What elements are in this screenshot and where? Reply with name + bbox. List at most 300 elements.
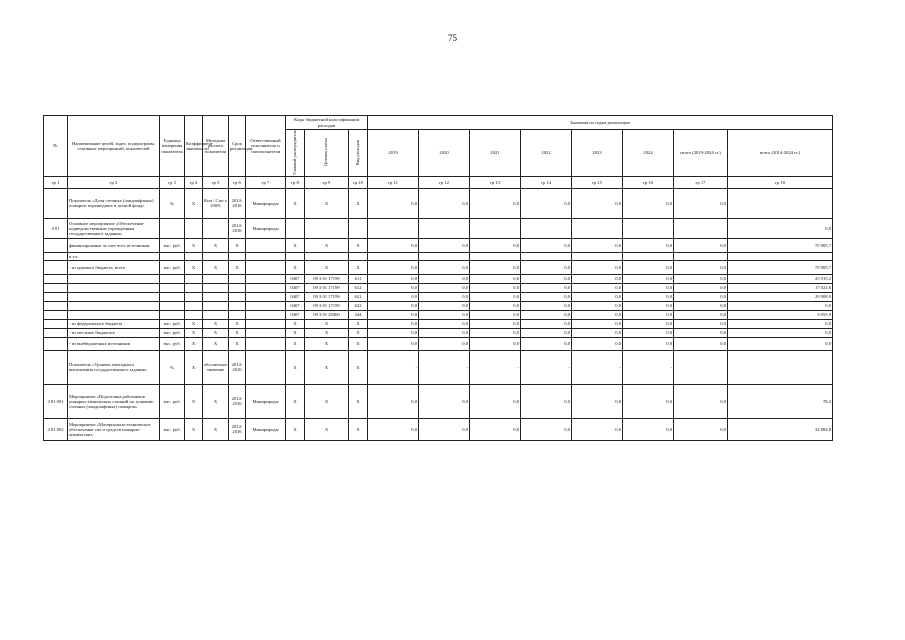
row-coef — [185, 218, 203, 238]
header-budget-codes: Коды бюджетной классификации расходов — [286, 116, 368, 130]
row-code-type: X — [349, 319, 368, 328]
row-term — [229, 292, 246, 301]
row-value: 0,0 — [572, 319, 623, 328]
table-row — [44, 328, 833, 337]
row-name: - из внебюджетных источников — [68, 337, 160, 350]
column-number: гр 4 — [185, 176, 203, 188]
row-total: 75 905,7 — [728, 260, 833, 274]
table-row — [44, 252, 833, 260]
row-total: 32 884,8 — [728, 418, 833, 440]
row-method — [203, 252, 229, 260]
row-coef: X — [185, 260, 203, 274]
row-term: X — [229, 328, 246, 337]
row-total: 75 905,7 — [728, 238, 833, 252]
row-total — [728, 350, 833, 384]
row-value: 0,0 — [470, 292, 521, 301]
row-unit: % — [160, 188, 185, 218]
row-total: 78,2 — [728, 384, 833, 418]
program-table — [43, 115, 833, 441]
row-value: 0,0 — [419, 328, 470, 337]
row-code-type: X — [349, 238, 368, 252]
row-value: 0,0 — [674, 418, 728, 440]
column-number: гр 14 — [521, 176, 572, 188]
row-value: 0,0 — [572, 274, 623, 283]
row-value: 0,0 — [521, 301, 572, 310]
row-responsible — [246, 301, 286, 310]
row-value: 0,0 — [521, 337, 572, 350]
row-number: 4 01 002 — [44, 418, 68, 440]
row-responsible — [246, 310, 286, 319]
row-value: 0,0 — [419, 292, 470, 301]
header-term: Срок реализации — [229, 116, 246, 177]
row-unit: тыс. руб. — [160, 418, 185, 440]
row-code-type: 244 — [349, 310, 368, 319]
column-number: гр 16 — [623, 176, 674, 188]
row-value: 0,0 — [470, 238, 521, 252]
row-value: 0,0 — [674, 188, 728, 218]
row-term: 2014-2016 — [229, 350, 246, 384]
column-number: гр 3 — [160, 176, 185, 188]
table-row — [44, 319, 833, 328]
row-total: 17 021,6 — [728, 283, 833, 292]
row-coef — [185, 283, 203, 292]
row-term: 2014-2016 — [229, 188, 246, 218]
row-number: 4 01 — [44, 218, 68, 238]
table-row — [44, 337, 833, 350]
row-code-main: X — [286, 328, 305, 337]
table-row — [44, 310, 833, 319]
row-term: 2014-2016 — [229, 384, 246, 418]
row-value: 0,0 — [674, 319, 728, 328]
row-total: 0,0 — [728, 337, 833, 350]
row-unit: тыс. руб. — [160, 260, 185, 274]
row-value — [623, 252, 674, 260]
row-coef: X — [185, 188, 203, 218]
header-total-2019-2024: итого (2019-2024 гг.) — [674, 130, 728, 177]
row-code-type: X — [349, 337, 368, 350]
header-year: 2022 — [521, 130, 572, 177]
row-code-target: 09 3 01 17199 — [305, 292, 349, 301]
header-code-type: Вид расходов — [349, 130, 368, 177]
row-code-main: X — [286, 260, 305, 274]
row-method — [203, 301, 229, 310]
row-number — [44, 238, 68, 252]
row-value — [368, 218, 419, 238]
column-number: гр 1 — [44, 176, 68, 188]
row-value: 0,0 — [572, 238, 623, 252]
row-total: 25 919,2 — [728, 274, 833, 283]
row-value: 0,0 — [623, 283, 674, 292]
row-value: 0,0 — [572, 301, 623, 310]
row-responsible — [246, 350, 286, 384]
row-name — [68, 274, 160, 283]
row-number — [44, 301, 68, 310]
row-value: 0,0 — [572, 260, 623, 274]
row-value: 0,0 — [368, 283, 419, 292]
row-code-target: X — [305, 319, 349, 328]
row-coef: X — [185, 238, 203, 252]
row-value: 0,0 — [623, 310, 674, 319]
row-value: 0,0 — [470, 283, 521, 292]
row-value: 0,0 — [419, 384, 470, 418]
row-total — [728, 252, 833, 260]
row-code-main: 0407 — [286, 310, 305, 319]
row-value: 0,0 — [470, 310, 521, 319]
row-value — [521, 252, 572, 260]
row-value — [470, 218, 521, 238]
row-value: 0,0 — [368, 238, 419, 252]
row-value: 0,0 — [623, 292, 674, 301]
row-value: 0,0 — [674, 274, 728, 283]
row-value: 0,0 — [368, 292, 419, 301]
row-coef — [185, 301, 203, 310]
row-coef: X — [185, 319, 203, 328]
row-value: 0,0 — [674, 238, 728, 252]
row-coef: X — [185, 328, 203, 337]
row-code-main: 0407 — [286, 283, 305, 292]
row-code-target: X — [305, 328, 349, 337]
row-responsible — [246, 252, 286, 260]
row-code-main: X — [286, 384, 305, 418]
row-value: 0,0 — [368, 337, 419, 350]
row-value: 0,0 — [419, 238, 470, 252]
row-value: 0,0 — [419, 260, 470, 274]
row-method — [203, 218, 229, 238]
row-unit: тыс. руб. — [160, 384, 185, 418]
row-code-target — [305, 252, 349, 260]
row-code-main: 0407 — [286, 274, 305, 283]
header-method: Методика расчета показателя — [203, 116, 229, 177]
row-value: 0,0 — [368, 188, 419, 218]
table-row — [44, 292, 833, 301]
row-number — [44, 328, 68, 337]
header-code-main: Главный распорядитель — [286, 130, 305, 177]
row-value: 0,0 — [623, 260, 674, 274]
row-number — [44, 292, 68, 301]
row-unit — [160, 274, 185, 283]
row-value: 0,0 — [521, 418, 572, 440]
row-coef: X — [185, 384, 203, 418]
row-coef — [185, 292, 203, 301]
row-total: 0,0 — [728, 218, 833, 238]
row-code-target: X — [305, 260, 349, 274]
row-value: 0,0 — [674, 310, 728, 319]
row-value: 0,0 — [419, 310, 470, 319]
row-code-type: X — [349, 350, 368, 384]
row-term: X — [229, 260, 246, 274]
row-value: 0,0 — [572, 310, 623, 319]
row-responsible — [246, 328, 286, 337]
row-value: 0,0 — [470, 274, 521, 283]
row-code-type: X — [349, 418, 368, 440]
row-value: 0,0 — [572, 384, 623, 418]
row-value: 0,0 — [368, 274, 419, 283]
row-code-target — [305, 218, 349, 238]
row-value: 0,0 — [521, 384, 572, 418]
row-code-type: 622 — [349, 301, 368, 310]
row-unit: тыс. руб. — [160, 319, 185, 328]
row-term — [229, 301, 246, 310]
header-no: № — [44, 116, 68, 177]
row-value: 0,0 — [419, 301, 470, 310]
row-number — [44, 337, 68, 350]
row-code-type: 612 — [349, 283, 368, 292]
row-value — [368, 252, 419, 260]
row-value: 0,0 — [572, 283, 623, 292]
row-value: 0,0 — [674, 292, 728, 301]
row-coef — [185, 274, 203, 283]
header-responsible: Ответственный исполнитель и соисполнители — [246, 116, 286, 177]
column-number: гр 9 — [305, 176, 349, 188]
row-method — [203, 274, 229, 283]
row-code-type: X — [349, 384, 368, 418]
row-responsible — [246, 274, 286, 283]
row-method: абсолютное значение — [203, 350, 229, 384]
row-unit: % — [160, 350, 185, 384]
row-name: Основное мероприятие «Обеспечение подведомственным учреждениям государственного задания» — [68, 218, 160, 238]
column-number: гр 6 — [229, 176, 246, 188]
table-row — [44, 418, 833, 440]
row-unit — [160, 301, 185, 310]
row-name: в т.ч. — [68, 252, 160, 260]
row-number — [44, 252, 68, 260]
table-row — [44, 301, 833, 310]
row-value: 0,0 — [572, 292, 623, 301]
row-term — [229, 274, 246, 283]
row-responsible — [246, 260, 286, 274]
row-value: 0,0 — [368, 260, 419, 274]
row-code-type: X — [349, 188, 368, 218]
row-value: 0,0 — [674, 328, 728, 337]
header-total-2014-2024: всего (2014-2024 гг.) — [728, 130, 833, 177]
row-value: - — [572, 350, 623, 384]
row-responsible — [246, 292, 286, 301]
row-value: 0,0 — [470, 384, 521, 418]
row-name — [68, 310, 160, 319]
row-number — [44, 274, 68, 283]
row-total: 0,0 — [728, 301, 833, 310]
row-method: X — [203, 319, 229, 328]
header-year: 2019 — [368, 130, 419, 177]
row-code-main: 0407 — [286, 292, 305, 301]
column-number-row — [44, 176, 833, 188]
row-method — [203, 310, 229, 319]
row-value: 0,0 — [419, 188, 470, 218]
row-term: X — [229, 319, 246, 328]
row-responsible: Минприроды — [246, 218, 286, 238]
row-value: 0,0 — [521, 319, 572, 328]
header-year: 2020 — [419, 130, 470, 177]
column-number: гр 13 — [470, 176, 521, 188]
column-number: гр 17 — [674, 176, 728, 188]
row-name — [68, 301, 160, 310]
column-number: гр 2 — [68, 176, 160, 188]
row-code-target: X — [305, 188, 349, 218]
table-row — [44, 274, 833, 283]
header-unit: Единица измерения показателя — [160, 116, 185, 177]
row-method: X — [203, 384, 229, 418]
row-responsible: Минприроды — [246, 418, 286, 440]
row-code-target: X — [305, 418, 349, 440]
row-number — [44, 188, 68, 218]
row-name — [68, 292, 160, 301]
table-row — [44, 218, 833, 238]
row-value: 0,0 — [470, 188, 521, 218]
row-value: 0,0 — [470, 418, 521, 440]
row-value: 0,0 — [623, 238, 674, 252]
row-coef — [185, 310, 203, 319]
row-code-main: X — [286, 238, 305, 252]
row-value: 0,0 — [470, 301, 521, 310]
row-code-main — [286, 218, 305, 238]
row-code-target: 09 3 01 17199 — [305, 301, 349, 310]
row-value: 0,0 — [368, 418, 419, 440]
row-value: 0,0 — [470, 328, 521, 337]
row-value — [674, 218, 728, 238]
row-method: X — [203, 337, 229, 350]
column-number: гр 8 — [286, 176, 305, 188]
row-code-type: X — [349, 260, 368, 274]
row-code-type: X — [349, 328, 368, 337]
header-year: 2021 — [470, 130, 521, 177]
row-method: X — [203, 238, 229, 252]
row-unit: тыс. руб. — [160, 337, 185, 350]
row-responsible — [246, 319, 286, 328]
row-code-target: 09 3 01 29400 — [305, 310, 349, 319]
row-name: - из местных бюджетов — [68, 328, 160, 337]
row-value: 0,0 — [368, 328, 419, 337]
row-method: Кпп / Спп х 100% — [203, 188, 229, 218]
row-value: 0,0 — [470, 260, 521, 274]
row-value: 0,0 — [368, 310, 419, 319]
row-code-main: X — [286, 188, 305, 218]
table-row — [44, 283, 833, 292]
row-term — [229, 283, 246, 292]
row-value: 0,0 — [521, 188, 572, 218]
row-number: 4 01 001 — [44, 384, 68, 418]
row-value: 0,0 — [674, 337, 728, 350]
row-value: 0,0 — [623, 301, 674, 310]
row-value: 0,0 — [470, 319, 521, 328]
row-method — [203, 283, 229, 292]
row-responsible: Минприроды — [246, 384, 286, 418]
row-total: 29 908,9 — [728, 292, 833, 301]
row-term: X — [229, 337, 246, 350]
row-code-target: X — [305, 238, 349, 252]
row-value — [521, 218, 572, 238]
row-value: - — [623, 350, 674, 384]
row-code-main: X — [286, 319, 305, 328]
row-code-target: X — [305, 384, 349, 418]
row-code-main: X — [286, 337, 305, 350]
row-value — [419, 218, 470, 238]
row-term — [229, 310, 246, 319]
column-number: гр 11 — [368, 176, 419, 188]
row-name — [68, 283, 160, 292]
row-value: - — [419, 350, 470, 384]
row-unit — [160, 283, 185, 292]
row-code-target: X — [305, 337, 349, 350]
column-number: гр 10 — [349, 176, 368, 188]
table-row — [44, 260, 833, 274]
row-value: 0,0 — [623, 188, 674, 218]
row-term: X — [229, 238, 246, 252]
row-value: 0,0 — [521, 238, 572, 252]
header-values-by-year: Значения по годам реализации — [368, 116, 833, 130]
row-value: 0,0 — [521, 292, 572, 301]
row-value — [470, 252, 521, 260]
row-value: 0,0 — [419, 274, 470, 283]
row-code-type — [349, 218, 368, 238]
row-value: 0,0 — [419, 319, 470, 328]
row-code-type: 611 — [349, 274, 368, 283]
row-value: 0,0 — [623, 274, 674, 283]
row-value: 0,0 — [419, 283, 470, 292]
row-value — [419, 252, 470, 260]
row-method: X — [203, 418, 229, 440]
row-value: 0,0 — [521, 274, 572, 283]
row-number — [44, 319, 68, 328]
row-unit — [160, 292, 185, 301]
row-unit — [160, 252, 185, 260]
row-responsible — [246, 283, 286, 292]
row-value: 0,0 — [572, 337, 623, 350]
row-name: - из краевого бюджета, всего — [68, 260, 160, 274]
table-row — [44, 188, 833, 218]
row-coef — [185, 252, 203, 260]
row-code-main: X — [286, 350, 305, 384]
row-code-type: 621 — [349, 292, 368, 301]
row-name: - из федерального бюджета — [68, 319, 160, 328]
row-value: 0,0 — [674, 384, 728, 418]
row-code-main: 0407 — [286, 301, 305, 310]
row-method: X — [203, 328, 229, 337]
row-value: 0,0 — [521, 328, 572, 337]
row-total — [728, 188, 833, 218]
row-value: 0,0 — [674, 301, 728, 310]
row-value — [572, 218, 623, 238]
row-value: 0,0 — [419, 337, 470, 350]
row-value — [572, 252, 623, 260]
row-value: 0,0 — [623, 418, 674, 440]
header-code-target: Целевая статья — [305, 130, 349, 177]
page-number: 75 — [448, 33, 457, 43]
row-unit: тыс. руб. — [160, 328, 185, 337]
row-name: Мероприятие «Материально-техническое обеспечение сил и средств пожарно-химических — [68, 418, 160, 440]
row-value: 0,0 — [521, 310, 572, 319]
row-value: 0,0 — [572, 188, 623, 218]
column-number: гр 5 — [203, 176, 229, 188]
header-year: 2023 — [572, 130, 623, 177]
row-value: 0,0 — [521, 283, 572, 292]
row-value: 0,0 — [419, 418, 470, 440]
header-name: Наименование целей, задач, подпрограмм, основных мероприятий, показателей — [68, 116, 160, 177]
row-value: 0,0 — [623, 384, 674, 418]
row-total: 0,0 — [728, 319, 833, 328]
row-code-target: 09 3 01 17199 — [305, 274, 349, 283]
header-year: 2024 — [623, 130, 674, 177]
row-method: X — [203, 260, 229, 274]
row-number — [44, 260, 68, 274]
row-value: 0,0 — [572, 418, 623, 440]
row-code-type — [349, 252, 368, 260]
row-value: - — [368, 350, 419, 384]
row-unit — [160, 310, 185, 319]
table-row — [44, 384, 833, 418]
row-number — [44, 310, 68, 319]
row-name: Мероприятие «Подготовка работников пожарно-химических станций по тушению степных (ландшафтных) пожаров» — [68, 384, 160, 418]
row-number — [44, 350, 68, 384]
